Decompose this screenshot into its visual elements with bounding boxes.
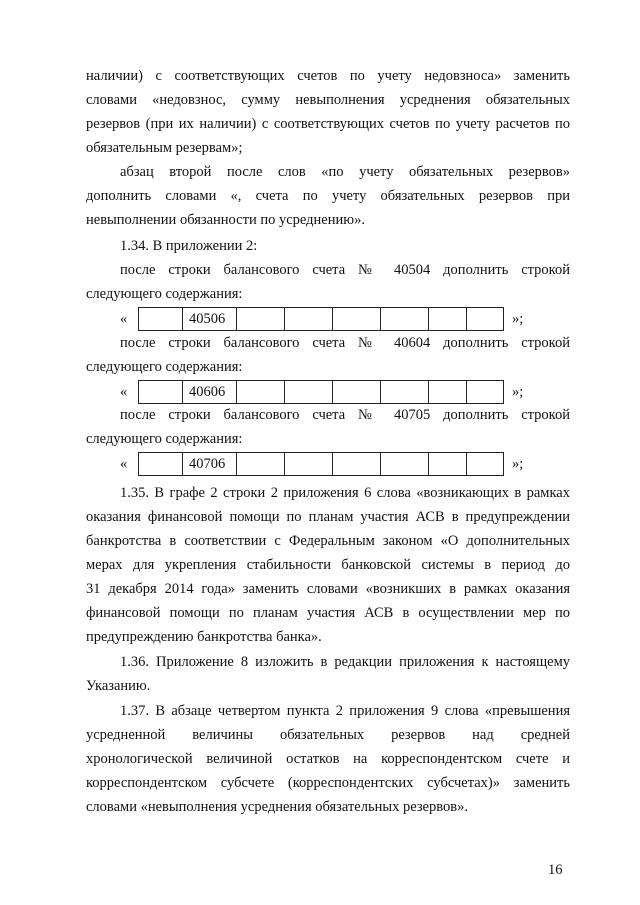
paragraph-line: наличии) с соответствующих счетов по учету недовзноса» заменить [86,68,570,84]
paragraph-line: следующего содержания: [86,431,243,447]
paragraph-line: 1.36. Приложение 8 изложить в редакции приложения к настоящему [120,654,570,670]
close-quote: »; [512,384,524,400]
open-quote: « [120,456,128,472]
table-cell [466,308,504,330]
account-row [120,452,530,476]
paragraph-line: оказания финансовой помощи по планам участия АСВ в предупреждении [86,509,570,525]
table-cell [138,308,182,330]
section-heading: 1.34. В приложении 2: [120,238,258,254]
account-number-cell: 40506 [182,308,236,330]
table-cell [284,381,332,403]
table-cell [138,381,182,403]
paragraph-line: 31 декабря 2014 года» заменить словами «возникших в рамках оказания [86,581,570,597]
table-cell [428,453,466,475]
page-number: 16 [548,862,563,878]
paragraph-line: словами «невыполнения усреднения обязательных резервов». [86,799,468,815]
table-cell [466,453,504,475]
paragraph-line: финансовой помощи по планам участия АСВ в осуществлении мер по [86,605,570,621]
paragraph-line: дополнить словами «, счета по учету обязательных резервов при [86,188,570,204]
account-number-cell: 40606 [182,381,236,403]
paragraph-line: словами «недовзнос, сумму невыполнения усреднения обязательных [86,92,570,108]
account-row [120,380,530,404]
table-cell [236,453,284,475]
paragraph-line: следующего содержания: [86,286,243,302]
paragraph-line: банкротства в соответствии с Федеральным законом «О дополнительных [86,533,570,549]
account-table [138,307,504,331]
paragraph-line: резервов (при их наличии) с соответствующих счетов по учету расчетов по [86,116,570,132]
paragraph-line: усредненной величины обязательных резервов над средней [86,727,570,743]
paragraph-line: обязательным резервам»; [86,140,243,156]
paragraph-line: абзац второй после слов «по учету обязательных резервов» [120,164,570,180]
paragraph-line: невыполнении обязанности по усреднению». [86,212,365,228]
account-table [138,380,504,404]
paragraph-line: после строки балансового счета № 40504 дополнить строкой [120,262,570,278]
close-quote: »; [512,311,524,327]
table-cell [466,381,504,403]
open-quote: « [120,311,128,327]
paragraph-line: предупреждению банкротства банка». [86,629,322,645]
paragraph-line: Указанию. [86,678,151,694]
account-row [120,307,530,331]
paragraph-line: после строки балансового счета № 40604 дополнить строкой [120,335,570,351]
table-cell [332,308,380,330]
paragraph-line: 1.35. В графе 2 строки 2 приложения 6 слова «возникающих в рамках [120,485,570,501]
table-cell [428,381,466,403]
table-cell [284,308,332,330]
paragraph-line: корреспондентском субсчете (корреспондентских субсчетах)» заменить [86,775,570,791]
paragraph-line: 1.37. В абзаце четвертом пункта 2 приложения 9 слова «превышения [120,703,570,719]
paragraph-line: после строки балансового счета № 40705 дополнить строкой [120,407,570,423]
table-cell [332,453,380,475]
paragraph-line: следующего содержания: [86,359,243,375]
table-cell [380,308,428,330]
table-cell [380,453,428,475]
table-cell [284,453,332,475]
account-table [138,452,504,476]
table-cell [236,308,284,330]
table-cell [428,308,466,330]
close-quote: »; [512,456,524,472]
table-cell [138,453,182,475]
account-number-cell: 40706 [182,453,236,475]
paragraph-line: мерах для укрепления стабильности банковской системы в период до [86,557,570,573]
table-cell [380,381,428,403]
open-quote: « [120,384,128,400]
paragraph-line: хронологической величиной остатков на корреспондентском счете и [86,751,570,767]
table-cell [236,381,284,403]
table-cell [332,381,380,403]
